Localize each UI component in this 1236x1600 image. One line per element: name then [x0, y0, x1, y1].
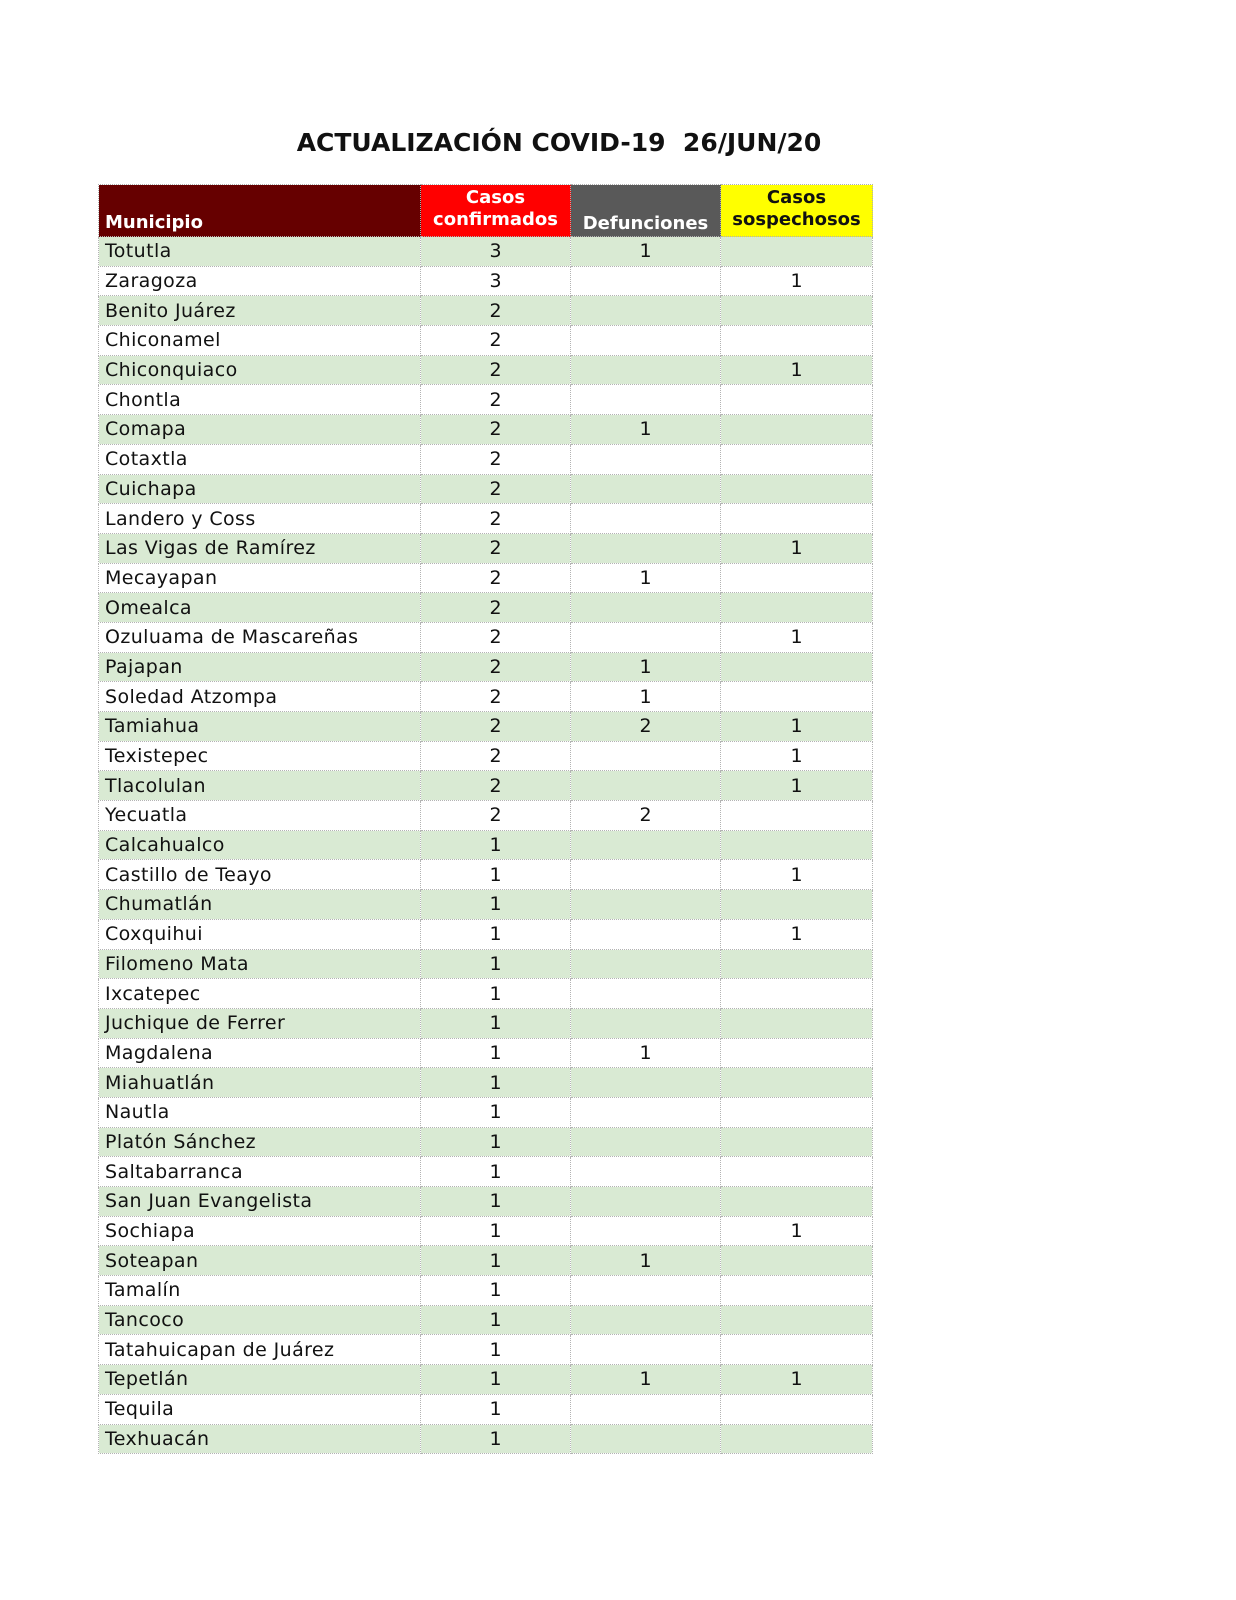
cell-defunciones [571, 1424, 721, 1454]
cell-defunciones [571, 296, 721, 326]
header-defunciones-label: Defunciones [582, 213, 709, 234]
cell-municipio: Benito Juárez [99, 296, 421, 326]
table-row [99, 1038, 873, 1068]
table-row [99, 296, 873, 326]
cell-casos-sospechosos [721, 1008, 873, 1038]
cell-casos-sospechosos [721, 830, 873, 860]
table-row [99, 593, 873, 623]
cell-municipio: Coxquihui [99, 919, 421, 949]
cell-casos-sospechosos [721, 1335, 873, 1365]
cell-casos-sospechosos [721, 949, 873, 979]
cell-casos-confirmados: 1 [421, 979, 571, 1009]
cell-casos-sospechosos: 1 [721, 771, 873, 801]
page-title: ACTUALIZACIÓN COVID-19 26/JUN/20 [296, 128, 822, 157]
cell-casos-sospechosos [721, 415, 873, 445]
cell-casos-sospechosos [721, 979, 873, 1009]
cell-casos-confirmados: 2 [421, 682, 571, 712]
cell-defunciones [571, 830, 721, 860]
cell-defunciones [571, 622, 721, 652]
cell-casos-confirmados: 1 [421, 1365, 571, 1395]
table-row [99, 622, 873, 652]
cell-casos-confirmados: 2 [421, 563, 571, 593]
cell-casos-confirmados: 2 [421, 385, 571, 415]
cell-casos-confirmados: 1 [421, 1068, 571, 1098]
cell-casos-sospechosos [721, 1276, 873, 1306]
cell-casos-confirmados: 2 [421, 504, 571, 534]
cell-defunciones: 2 [571, 801, 721, 831]
cell-casos-confirmados: 2 [421, 415, 571, 445]
table-row [99, 563, 873, 593]
table-row [99, 474, 873, 504]
table-row [99, 1365, 873, 1395]
cell-defunciones [571, 1068, 721, 1098]
table-row [99, 1068, 873, 1098]
cell-defunciones: 1 [571, 415, 721, 445]
table-row [99, 1008, 873, 1038]
cell-casos-confirmados: 1 [421, 949, 571, 979]
cell-municipio: Sochiapa [99, 1216, 421, 1246]
cell-casos-confirmados: 2 [421, 326, 571, 356]
table-row [99, 355, 873, 385]
cell-casos-sospechosos [721, 385, 873, 415]
header-sospechosos-line2: sospechosos [732, 209, 861, 230]
cell-municipio: Las Vigas de Ramírez [99, 533, 421, 563]
covid-municipality-table [98, 184, 873, 1454]
table-row [99, 504, 873, 534]
cell-casos-sospechosos [721, 237, 873, 267]
cell-casos-sospechosos: 1 [721, 712, 873, 742]
cell-defunciones [571, 1276, 721, 1306]
cell-municipio: Nautla [99, 1097, 421, 1127]
cell-municipio: Tequila [99, 1394, 421, 1424]
cell-defunciones [571, 593, 721, 623]
table-row [99, 801, 873, 831]
cell-municipio: Chontla [99, 385, 421, 415]
table-row [99, 919, 873, 949]
cell-casos-confirmados: 2 [421, 444, 571, 474]
table-row [99, 682, 873, 712]
cell-municipio: Texistepec [99, 741, 421, 771]
table-row [99, 444, 873, 474]
table-row [99, 1276, 873, 1306]
cell-defunciones [571, 504, 721, 534]
cell-casos-confirmados: 1 [421, 830, 571, 860]
cell-casos-confirmados: 3 [421, 266, 571, 296]
cell-municipio: Calcahualco [99, 830, 421, 860]
cell-casos-sospechosos [721, 504, 873, 534]
table-row [99, 385, 873, 415]
cell-municipio: Magdalena [99, 1038, 421, 1068]
cell-casos-sospechosos [721, 1097, 873, 1127]
cell-casos-confirmados: 2 [421, 296, 571, 326]
table-row [99, 1157, 873, 1187]
cell-defunciones: 1 [571, 652, 721, 682]
cell-defunciones [571, 385, 721, 415]
cell-casos-confirmados: 1 [421, 1335, 571, 1365]
cell-casos-sospechosos [721, 1246, 873, 1276]
cell-casos-confirmados: 2 [421, 355, 571, 385]
cell-municipio: Totutla [99, 237, 421, 267]
cell-casos-sospechosos [721, 474, 873, 504]
cell-casos-confirmados: 2 [421, 652, 571, 682]
table-row [99, 533, 873, 563]
cell-casos-sospechosos [721, 1157, 873, 1187]
cell-casos-sospechosos [721, 563, 873, 593]
cell-municipio: Omealca [99, 593, 421, 623]
cell-casos-confirmados: 2 [421, 771, 571, 801]
cell-defunciones [571, 1335, 721, 1365]
cell-defunciones: 1 [571, 1365, 721, 1395]
cell-defunciones [571, 1187, 721, 1217]
cell-municipio: Landero y Coss [99, 504, 421, 534]
cell-casos-confirmados: 1 [421, 1246, 571, 1276]
cell-casos-sospechosos [721, 890, 873, 920]
table-row [99, 979, 873, 1009]
table-row [99, 860, 873, 890]
cell-casos-sospechosos [721, 1068, 873, 1098]
table-row [99, 949, 873, 979]
cell-casos-confirmados: 1 [421, 1038, 571, 1068]
table-row [99, 1394, 873, 1424]
cell-defunciones [571, 1157, 721, 1187]
cell-casos-sospechosos: 1 [721, 1216, 873, 1246]
cell-defunciones [571, 1097, 721, 1127]
covid-table-container [98, 184, 873, 1454]
cell-municipio: Chiconquiaco [99, 355, 421, 385]
cell-casos-sospechosos: 1 [721, 741, 873, 771]
header-defunciones [571, 185, 721, 237]
cell-casos-confirmados: 1 [421, 1276, 571, 1306]
cell-casos-sospechosos: 1 [721, 266, 873, 296]
cell-municipio: Tlacolulan [99, 771, 421, 801]
cell-municipio: Texhuacán [99, 1424, 421, 1454]
cell-casos-confirmados: 2 [421, 593, 571, 623]
cell-municipio: Filomeno Mata [99, 949, 421, 979]
cell-municipio: Soledad Atzompa [99, 682, 421, 712]
cell-defunciones [571, 949, 721, 979]
cell-casos-confirmados: 1 [421, 1008, 571, 1038]
cell-casos-sospechosos: 1 [721, 533, 873, 563]
cell-municipio: Zaragoza [99, 266, 421, 296]
cell-municipio: Miahuatlán [99, 1068, 421, 1098]
cell-casos-confirmados: 2 [421, 533, 571, 563]
cell-casos-confirmados: 3 [421, 237, 571, 267]
cell-casos-confirmados: 1 [421, 1097, 571, 1127]
cell-defunciones [571, 355, 721, 385]
cell-casos-confirmados: 1 [421, 1394, 571, 1424]
table-row [99, 415, 873, 445]
cell-municipio: Chumatlán [99, 890, 421, 920]
cell-casos-sospechosos: 1 [721, 622, 873, 652]
cell-defunciones [571, 533, 721, 563]
cell-municipio: Juchique de Ferrer [99, 1008, 421, 1038]
cell-defunciones: 1 [571, 682, 721, 712]
cell-defunciones [571, 444, 721, 474]
cell-casos-sospechosos: 1 [721, 355, 873, 385]
cell-municipio: Saltabarranca [99, 1157, 421, 1187]
table-header-row [99, 185, 873, 237]
cell-defunciones: 1 [571, 1038, 721, 1068]
cell-casos-sospechosos [721, 1187, 873, 1217]
table-row [99, 1246, 873, 1276]
table-body [99, 237, 873, 1454]
cell-municipio: San Juan Evangelista [99, 1187, 421, 1217]
cell-casos-confirmados: 2 [421, 801, 571, 831]
cell-defunciones [571, 326, 721, 356]
cell-municipio: Tancoco [99, 1305, 421, 1335]
header-confirmados-line1: Casos [465, 187, 526, 208]
cell-municipio: Comapa [99, 415, 421, 445]
table-row [99, 1097, 873, 1127]
cell-casos-sospechosos [721, 652, 873, 682]
cell-casos-confirmados: 1 [421, 1305, 571, 1335]
table-row [99, 1424, 873, 1454]
header-sospechosos-line1: Casos [766, 187, 827, 208]
table-row [99, 266, 873, 296]
cell-casos-confirmados: 2 [421, 474, 571, 504]
cell-defunciones [571, 1008, 721, 1038]
header-casos-sospechosos [721, 185, 873, 237]
cell-defunciones [571, 979, 721, 1009]
cell-casos-confirmados: 2 [421, 712, 571, 742]
cell-defunciones [571, 741, 721, 771]
cell-defunciones: 1 [571, 1246, 721, 1276]
cell-municipio: Chiconamel [99, 326, 421, 356]
cell-defunciones [571, 919, 721, 949]
cell-defunciones [571, 1394, 721, 1424]
cell-casos-sospechosos [721, 296, 873, 326]
cell-municipio: Ozuluama de Mascareñas [99, 622, 421, 652]
table-row [99, 1305, 873, 1335]
table-row [99, 652, 873, 682]
table-row [99, 1335, 873, 1365]
cell-casos-sospechosos [721, 1424, 873, 1454]
cell-casos-sospechosos: 1 [721, 860, 873, 890]
cell-municipio: Platón Sánchez [99, 1127, 421, 1157]
cell-municipio: Tamiahua [99, 712, 421, 742]
cell-casos-confirmados: 1 [421, 890, 571, 920]
cell-casos-confirmados: 2 [421, 622, 571, 652]
cell-municipio: Yecuatla [99, 801, 421, 831]
cell-casos-confirmados: 1 [421, 1216, 571, 1246]
table-row [99, 237, 873, 267]
cell-municipio: Soteapan [99, 1246, 421, 1276]
table-row [99, 1187, 873, 1217]
cell-municipio: Castillo de Teayo [99, 860, 421, 890]
cell-defunciones [571, 771, 721, 801]
cell-casos-sospechosos: 1 [721, 919, 873, 949]
cell-municipio: Tamalín [99, 1276, 421, 1306]
cell-municipio: Pajapan [99, 652, 421, 682]
header-municipio-label: Municipio [105, 212, 203, 233]
table-row [99, 326, 873, 356]
cell-defunciones [571, 474, 721, 504]
cell-casos-sospechosos [721, 593, 873, 623]
cell-casos-sospechosos [721, 801, 873, 831]
cell-casos-confirmados: 2 [421, 741, 571, 771]
cell-municipio: Cuichapa [99, 474, 421, 504]
cell-casos-confirmados: 1 [421, 1127, 571, 1157]
cell-defunciones: 1 [571, 563, 721, 593]
cell-defunciones [571, 266, 721, 296]
cell-defunciones [571, 890, 721, 920]
cell-defunciones [571, 1305, 721, 1335]
cell-casos-sospechosos [721, 1305, 873, 1335]
header-confirmados-line2: confirmados [433, 209, 558, 230]
cell-defunciones: 2 [571, 712, 721, 742]
table-row [99, 771, 873, 801]
cell-municipio: Ixcatepec [99, 979, 421, 1009]
header-casos-confirmados [421, 185, 571, 237]
table-row [99, 830, 873, 860]
cell-casos-confirmados: 1 [421, 1424, 571, 1454]
table-row [99, 1127, 873, 1157]
cell-municipio: Mecayapan [99, 563, 421, 593]
header-municipio [99, 185, 421, 237]
cell-defunciones [571, 860, 721, 890]
cell-casos-sospechosos: 1 [721, 1365, 873, 1395]
cell-casos-sospechosos [721, 326, 873, 356]
table-row [99, 1216, 873, 1246]
cell-defunciones [571, 1127, 721, 1157]
cell-municipio: Cotaxtla [99, 444, 421, 474]
cell-defunciones [571, 1216, 721, 1246]
cell-casos-sospechosos [721, 1394, 873, 1424]
table-row [99, 712, 873, 742]
cell-casos-confirmados: 1 [421, 919, 571, 949]
cell-casos-confirmados: 1 [421, 1187, 571, 1217]
table-row [99, 741, 873, 771]
cell-casos-sospechosos [721, 682, 873, 712]
cell-casos-sospechosos [721, 1127, 873, 1157]
cell-casos-sospechosos [721, 444, 873, 474]
table-row [99, 890, 873, 920]
cell-casos-confirmados: 1 [421, 860, 571, 890]
cell-municipio: Tepetlán [99, 1365, 421, 1395]
cell-casos-confirmados: 1 [421, 1157, 571, 1187]
cell-municipio: Tatahuicapan de Juárez [99, 1335, 421, 1365]
cell-defunciones: 1 [571, 237, 721, 267]
cell-casos-sospechosos [721, 1038, 873, 1068]
